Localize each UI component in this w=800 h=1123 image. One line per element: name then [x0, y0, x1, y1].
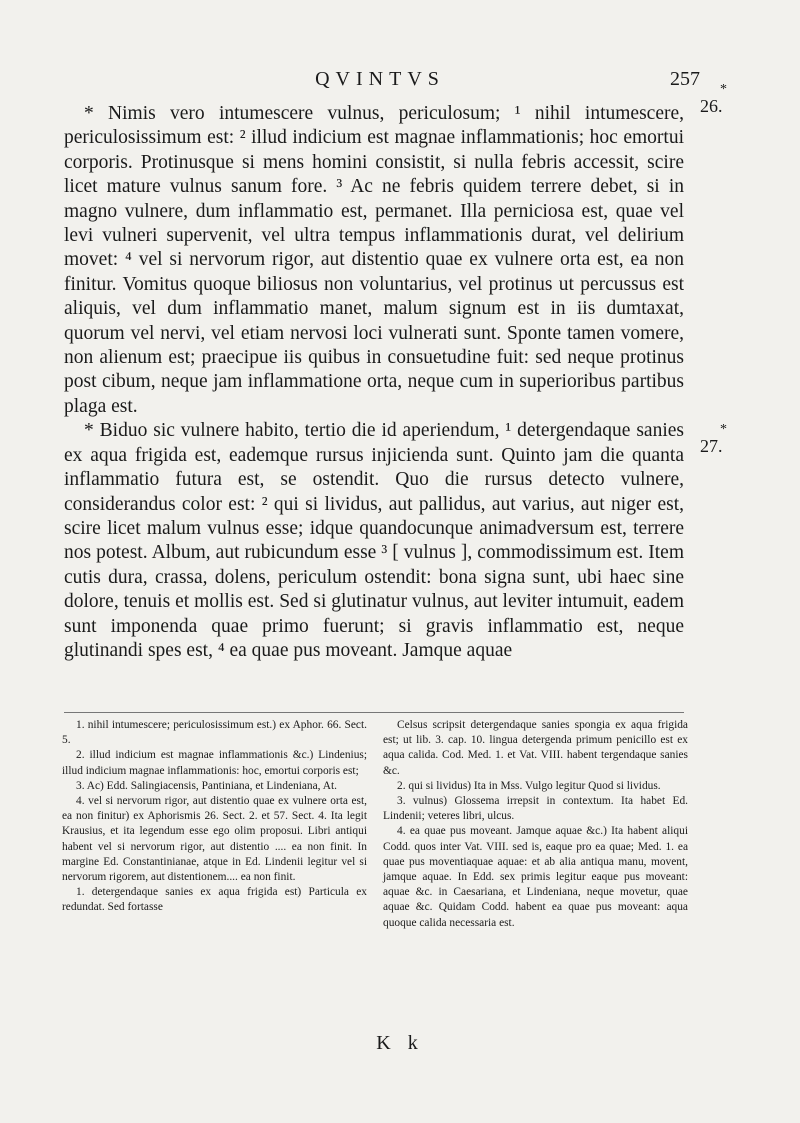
- paragraph: * Nimis vero intumescere vulnus, periculosum; ¹ nihil intumescere, periculosissimum est: ² illud indicium est magnae inflammationis; hoc emortui corporis. Protinusque si mens homini consistit, si nulla febris accessit, scire licet mature vulnus sanum fore. ³ Ac ne febris quidem terrere debet, si in magno vulnere, dum inflammatio est, permanet. Illa perniciosa est, quae vel levi vulneri supervenit, vel ultra tempus inflammationis durat, vel delirium movet: ⁴ vel si nervorum rigor, aut distentio quae ex vulnere orta est, ea non finitur. Vomitus quoque biliosus non voluntarius, vel protinus ut percussus est aliquis, vel dum inflammatio manet, malum signum est in iis dumtaxat, quorum vel nervi, vel etiam nervosi loci vulnerati sunt. Sponte tamen vomere, non alienum est; praecipue iis quibus in consuetudine fuit: sed neque protinus post cibum, neque jam inflammatione orta, neque cum in superioribus partibus plaga est.: [64, 103, 684, 417]
- footnotes: [62, 718, 688, 931]
- footnote-column-right: [383, 718, 688, 931]
- footnote: 3. vulnus) Glossema irrepsit in contextum. Ita habet Ed. Lindenii; veteres libri, ulcus.: [383, 795, 688, 823]
- signature-mark: K k: [376, 1032, 424, 1054]
- footnote-rule: [64, 712, 684, 713]
- footnote: 1. nihil intumescere; periculosissimum est.) ex Aphor. 66. Sect. 5.: [62, 719, 367, 747]
- page-header: [60, 68, 700, 98]
- footnote: 2. illud indicium est magnae inflammationis &c.) Lindenius; illud indicium magnae inflammationis: hoc, emortui corporis est;: [62, 749, 367, 777]
- footnote: 3. Ac) Edd. Salingiacensis, Pantiniana, et Lindeniana, At.: [76, 779, 337, 792]
- footnote: 4. vel si nervorum rigor, aut distentio quae ex vulnere orta est, ea non finitur) ex Aphorismis 26. Sect. 2. et 57. Sect. 4. Ita legit Krausius, et ita legendum esse ego olim proposui. Libri antiqui habent vel si nervorum rigor, aut distentio .... ea non finit. In margine Ed. Constantinianae, atque in Ed. Lindenii legitur vel si nervorum rigorem, aut distentionem.... ea non finit.: [62, 795, 367, 884]
- running-head: QVINTVS: [315, 68, 445, 90]
- margin-section-number: 26.: [700, 96, 723, 116]
- footnote: 4. ea quae pus moveant. Jamque aquae &c.) Ita habent aliqui Codd. quos inter Vat. VIII. sed is, eaque pro ea quae; Med. 1. ea quae pus moventiaquae aquae: et ab alia antiqua manu, movent, jamque aquae. In Edd. sex primis legitur eaque pus moveant: aquae &c. in Caesariana, et Lindeniana, neque movetur, quae aquae &c. Quidam Codd. habent ea quae pus moveant: aqua quoque calida necessaria est.: [383, 825, 688, 929]
- footnote: 2. qui si lividus) Ita in Mss. Vulgo legitur Quod si lividus.: [397, 779, 661, 792]
- margin-star: *: [720, 82, 727, 97]
- margin-section-marker: [700, 424, 796, 457]
- margin-section-marker: [700, 84, 796, 117]
- paragraph: * Biduo sic vulnere habito, tertio die id aperiendum, ¹ detergendaque sanies ex aqua frigida est, eademque rursus injicienda sunt. Quinto jam die quanta inflammatio futura est, se ostendit. Quo die rursus detecto vulnere, considerandus color est: ² qui si lividus, aut pallidus, aut varius, aut niger est, scire licet malum vulnus esse; idque quandocunque animadversum est, terrere nos potest. Album, aut rubicundum esse ³ [ vulnus ], commodissimum est. Item cutis dura, crassa, dolens, periculum ostendit: bona signa sunt, ubi haec sine dolore, tenuis et mollis est. Sed si glutinatur vulnus, aut leviter intumuit, eadem sunt imponenda quae primo fuerunt; si gravis inflammatio est, neque glutinandi spes est, ⁴ ea quae pus moveant. Jamque aquae: [64, 420, 684, 661]
- footnote: Celsus scripsit detergendaque sanies spongia ex aqua frigida est; ut lib. 3. cap. 10. lingua detergenda primum penicillo est ex aqua calida. Cod. Med. 1. et Vat. VIII. habent tergendaque sanies &c.: [383, 719, 688, 777]
- footnote-column-left: [62, 718, 367, 931]
- main-text: [64, 102, 684, 663]
- margin-section-number: 27.: [700, 436, 723, 456]
- margin-star: *: [720, 422, 727, 437]
- page-number: 257: [670, 68, 700, 90]
- footnote: 1. detergendaque sanies ex aqua frigida est) Particula ex redundat. Sed fortasse: [62, 886, 367, 914]
